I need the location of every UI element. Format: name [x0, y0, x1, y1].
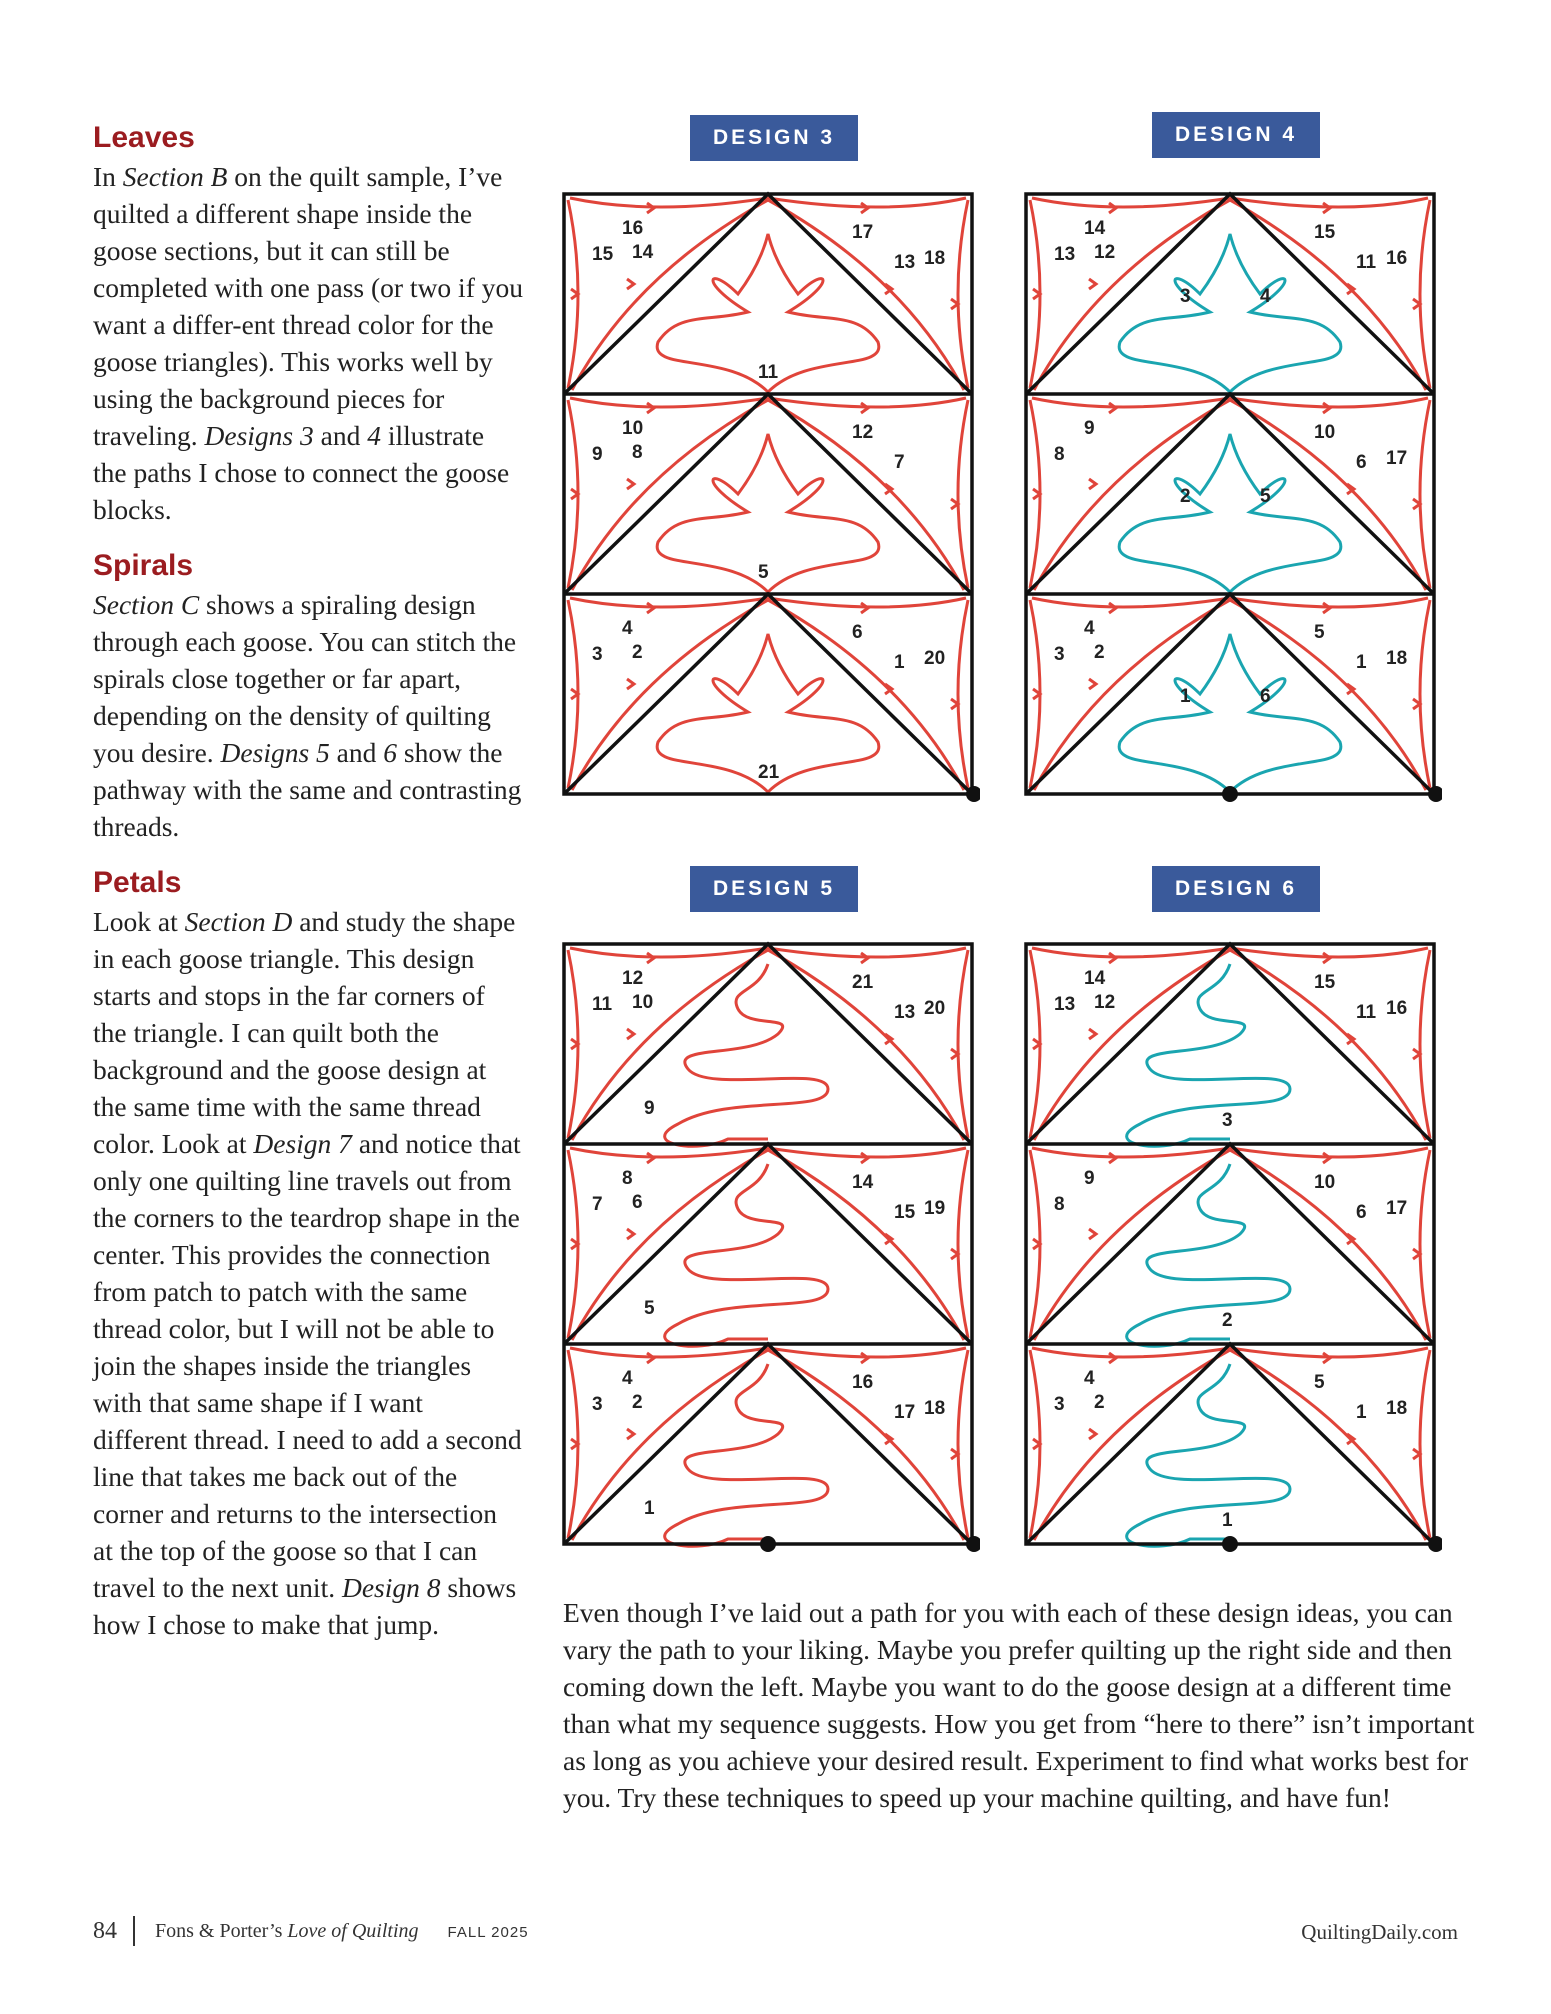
path-step-number: 1 [894, 652, 905, 673]
path-step-number: 4 [1260, 286, 1271, 307]
path-step-number: 15 [592, 244, 614, 265]
emphasized-text: Section D [184, 906, 293, 937]
path-step-number: 17 [1386, 1198, 1408, 1219]
path-step-number: 2 [1094, 1392, 1105, 1413]
path-step-number: 14 [1084, 218, 1106, 239]
thread-curve [1420, 600, 1430, 788]
footer-divider [133, 1916, 135, 1946]
path-step-number: 4 [1084, 618, 1095, 639]
path-step-number: 16 [622, 218, 644, 239]
path-step-number: 3 [1054, 644, 1065, 665]
path-step-number: 9 [644, 1098, 655, 1119]
path-step-number: 15 [1314, 222, 1336, 243]
path-step-number: 3 [1054, 1394, 1065, 1415]
path-step-number: 20 [924, 648, 946, 669]
path-step-number: 16 [1386, 998, 1408, 1019]
section-paragraph [93, 903, 523, 1643]
thread-curve [1032, 1148, 1230, 1157]
thread-curve [1032, 948, 1230, 957]
path-step-number: 5 [644, 1298, 655, 1319]
path-step-number: 5 [1260, 486, 1271, 507]
direction-arrow [1089, 479, 1096, 489]
section-heading: Leaves [93, 121, 195, 154]
start-point-dot [1222, 786, 1238, 802]
thread-curve [1034, 1350, 1230, 1540]
path-step-number: 13 [894, 1002, 916, 1023]
path-step-number: 8 [1054, 444, 1065, 465]
direction-arrow [627, 1029, 634, 1039]
emphasized-text: Design 8 [341, 1572, 441, 1603]
path-step-number: 5 [758, 562, 769, 583]
path-step-number: 5 [1314, 622, 1325, 643]
emphasized-text: Design 7 [253, 1128, 352, 1159]
text-run: show the pathway with the same and contrasting threads. [93, 737, 522, 842]
path-step-number: 7 [894, 452, 905, 473]
section-leaves [93, 118, 523, 528]
thread-curve [1032, 198, 1230, 207]
direction-arrow [627, 1429, 634, 1439]
path-step-number: 13 [1054, 244, 1076, 265]
website-link[interactable]: QuiltingDaily.com [1301, 1920, 1458, 1944]
thread-curve [572, 950, 768, 1140]
emphasized-text: 4 [367, 420, 381, 451]
thread-curve [1034, 1150, 1230, 1340]
path-step-number: 2 [1094, 642, 1105, 663]
path-step-number: 16 [852, 1372, 874, 1393]
thread-curve [1420, 950, 1430, 1138]
text-run: illustrate the paths I chose to connect the goose blocks. [93, 420, 510, 525]
text-run: and [313, 420, 368, 451]
path-step-number: 10 [622, 418, 644, 439]
path-step-number: 18 [924, 1398, 946, 1419]
spiral-motif [665, 964, 828, 1146]
path-step-number: 14 [632, 242, 654, 263]
path-step-number: 18 [1386, 1398, 1408, 1419]
thread-curve [1420, 1350, 1430, 1538]
text-run: Look at [93, 906, 185, 937]
path-step-number: 9 [1084, 1168, 1095, 1189]
path-step-number: 4 [1084, 1368, 1095, 1389]
spiral-motif [1127, 964, 1290, 1146]
path-step-number: 4 [622, 618, 633, 639]
issue-date: FALL 2025 [447, 1924, 529, 1941]
text-run: on the quilt sample, I’ve quilted a different shape inside the goose sections, but it can still be completed with one pass (or two if you want a differ-ent thread color for the goose triangles). This works well by using the background pieces for traveling. [93, 161, 523, 451]
thread-curve [570, 1148, 768, 1157]
direction-arrow [1089, 279, 1096, 289]
text-run: and [329, 737, 384, 768]
path-step-number: 1 [1180, 686, 1191, 707]
thread-curve [1032, 598, 1230, 607]
path-step-number: 10 [1314, 1172, 1336, 1193]
thread-curve [958, 600, 968, 788]
thread-curve [1034, 950, 1230, 1140]
design-5-diagram [560, 940, 980, 1555]
path-step-number: 6 [1356, 452, 1367, 473]
leaf-motif [1119, 434, 1341, 592]
block-outline [1026, 944, 1434, 1544]
path-step-number: 21 [852, 972, 874, 993]
start-point-dot [760, 1536, 776, 1552]
design-5-label: DESIGN 5 [690, 866, 858, 912]
path-step-number: 18 [924, 248, 946, 269]
path-step-number: 10 [632, 992, 654, 1013]
section-petals [93, 863, 523, 1643]
path-step-number: 15 [894, 1202, 916, 1223]
thread-curve [1420, 200, 1430, 388]
path-step-number: 12 [622, 968, 644, 989]
thread-curve [958, 400, 968, 588]
design-6-diagram [1022, 940, 1442, 1555]
leaf-motif [1119, 634, 1341, 792]
emphasized-text: 6 [383, 737, 398, 768]
path-step-number: 12 [1094, 242, 1116, 263]
path-step-number: 18 [1386, 648, 1408, 669]
text-run: and notice that only one quilting line travels out from the corners to the teardrop shape in the center. This provides the connection from patch to patch with the same thread color, but I will not be able to join the shapes inside the triangles with that same shape if I want different thread. I need to add a second line that takes me back out of the corner and returns to the intersection at the top of the goose so that I can travel to the next unit. [93, 1128, 522, 1603]
page-number: 84 [93, 1918, 117, 1944]
path-step-number: 17 [852, 222, 874, 243]
article-text [93, 118, 523, 1661]
direction-arrow [1089, 1029, 1096, 1039]
spiral-motif [665, 1164, 828, 1346]
emphasized-text: Section C [93, 589, 200, 620]
block-outline [564, 194, 972, 794]
section-paragraph [93, 586, 523, 845]
path-step-number: 11 [1356, 1002, 1377, 1023]
path-step-number: 9 [1084, 418, 1095, 439]
thread-curve [1032, 1348, 1230, 1357]
path-step-number: 13 [894, 252, 916, 273]
path-step-number: 2 [632, 642, 643, 663]
text-run: and study the shape in each goose triangle. This design starts and stops in the far corners of the triangle. I can quilt both the background and the goose design at the same time with the same thread color. Look at [93, 906, 516, 1159]
path-step-number: 3 [592, 1394, 603, 1415]
path-step-number: 6 [1260, 686, 1271, 707]
thread-curve [570, 398, 768, 407]
path-step-number: 1 [1222, 1510, 1233, 1531]
path-step-number: 11 [758, 362, 779, 383]
thread-curve [958, 200, 968, 388]
path-step-number: 4 [622, 1368, 633, 1389]
path-step-number: 10 [1314, 422, 1336, 443]
page-footer [93, 1918, 1458, 1952]
text-run: In [93, 161, 123, 192]
path-step-number: 17 [1386, 448, 1408, 469]
direction-arrow [627, 1229, 634, 1239]
text-run: shows how I chose to make that jump. [93, 1572, 517, 1640]
design-3-label: DESIGN 3 [690, 115, 858, 161]
closing-paragraph: Even though I’ve laid out a path for you with each of these design ideas, you can vary the path to your liking. Maybe you prefer quilting up the right side and then coming down the left. Maybe you want to do the goose design at a different time than what my sequence suggests. How you get from “here to there” isn’t important as long as you achieve your desired result. Experiment to find what works best for you. Try these techniques to speed up your machine quilting, and have fun! [563, 1597, 1475, 1813]
thread-curve [1032, 398, 1230, 407]
thread-curve [570, 1348, 768, 1357]
direction-arrow [1089, 679, 1096, 689]
block-outline [1026, 194, 1434, 794]
direction-arrow [627, 279, 634, 289]
emphasized-text: Section B [122, 161, 228, 192]
direction-arrow [627, 679, 634, 689]
path-step-number: 2 [1180, 486, 1191, 507]
path-step-number: 7 [592, 1194, 603, 1215]
path-step-number: 3 [1180, 286, 1191, 307]
path-step-number: 2 [632, 1392, 643, 1413]
path-step-number: 6 [852, 622, 863, 643]
thread-curve [1230, 1350, 1426, 1540]
thread-curve [570, 598, 768, 607]
design-4-label: DESIGN 4 [1152, 112, 1320, 158]
path-step-number: 3 [592, 644, 603, 665]
block-outline [564, 944, 972, 1544]
section-paragraph [93, 158, 523, 528]
direction-arrow [627, 479, 634, 489]
start-point-dot [1222, 1536, 1238, 1552]
thread-curve [572, 1150, 768, 1340]
spiral-motif [665, 1364, 828, 1546]
path-step-number: 15 [1314, 972, 1336, 993]
path-step-number: 1 [1356, 1402, 1367, 1423]
path-step-number: 11 [592, 994, 613, 1015]
section-spirals [93, 546, 523, 845]
leaf-motif [1119, 234, 1341, 392]
path-step-number: 19 [924, 1198, 946, 1219]
path-step-number: 3 [1222, 1110, 1233, 1131]
thread-curve [570, 198, 768, 207]
path-step-number: 21 [758, 762, 780, 783]
path-step-number: 6 [1356, 1202, 1367, 1223]
thread-curve [958, 950, 968, 1138]
design-6-label: DESIGN 6 [1152, 866, 1320, 912]
path-step-number: 5 [1314, 1372, 1325, 1393]
path-step-number: 6 [632, 1192, 643, 1213]
thread-curve [572, 1350, 768, 1540]
spiral-motif [1127, 1164, 1290, 1346]
path-step-number: 20 [924, 998, 946, 1019]
path-step-number: 13 [1054, 994, 1076, 1015]
path-step-number: 1 [1356, 652, 1367, 673]
publisher-name: Fons & Porter’s [155, 1920, 283, 1942]
path-step-number: 16 [1386, 248, 1408, 269]
emphasized-text: Designs 3 [204, 420, 314, 451]
section-heading: Petals [93, 866, 182, 899]
thread-curve [1420, 400, 1430, 588]
magazine-name: Love of Quilting [287, 1920, 419, 1942]
path-step-number: 8 [622, 1168, 633, 1189]
path-step-number: 14 [852, 1172, 874, 1193]
direction-arrow [1089, 1429, 1096, 1439]
path-step-number: 11 [1356, 252, 1377, 273]
path-step-number: 8 [1054, 1194, 1065, 1215]
path-step-number: 17 [894, 1402, 916, 1423]
emphasized-text: Designs 5 [220, 737, 330, 768]
thread-curve [958, 1350, 968, 1538]
path-step-number: 1 [644, 1498, 655, 1519]
thread-curve [958, 1150, 968, 1338]
text-run: shows a spiraling design through each goose. You can stitch the spirals close together or far apart, depending on the density of quilting you desire. [93, 589, 517, 768]
spiral-motif [1127, 1364, 1290, 1546]
path-step-number: 8 [632, 442, 643, 463]
publication-name [155, 1920, 529, 1943]
thread-curve [1420, 1150, 1430, 1338]
path-step-number: 12 [852, 422, 874, 443]
section-heading: Spirals [93, 549, 194, 582]
direction-arrow [1089, 1229, 1096, 1239]
path-step-number: 2 [1222, 1310, 1233, 1331]
thread-curve [570, 948, 768, 957]
path-step-number: 14 [1084, 968, 1106, 989]
path-step-number: 12 [1094, 992, 1116, 1013]
design-3-diagram [560, 190, 980, 805]
path-step-number: 9 [592, 444, 603, 465]
design-4-diagram [1022, 190, 1442, 805]
